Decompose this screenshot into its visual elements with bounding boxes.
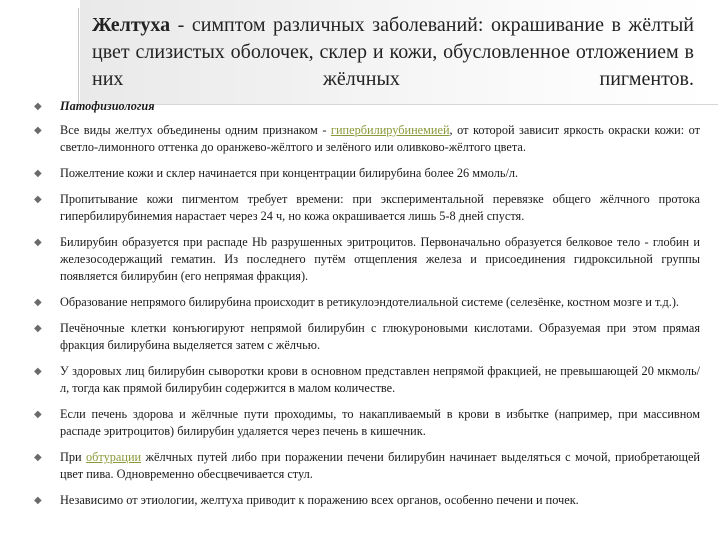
bullet-diamond-icon: ◆ xyxy=(34,194,42,205)
bullet-diamond-icon: ◆ xyxy=(34,323,42,334)
item-text: Образование непрямого билирубина происходит в ретикулоэндотелиальной системе (селезёнке, костном мозге и т.д.). xyxy=(60,295,679,309)
item-text-after: , от которой зависит яркость окраски кожи: от светло-лимонного оттенка до оранжево-жёлтого и зелёного или оливково-жёлтого цвета. xyxy=(60,123,700,154)
link-obturation[interactable]: обтурации xyxy=(86,450,142,464)
list-item xyxy=(34,449,700,483)
list-item xyxy=(34,191,700,225)
slide-title xyxy=(92,12,694,93)
list-item xyxy=(34,406,700,440)
item-text-after: жёлчных путей либо при поражении печени билирубин начинает выделяться с мочой, приобретающей цвет пива. Одновременно обесцвечивается стул. xyxy=(60,450,700,481)
list-item-heading xyxy=(34,98,700,115)
bullet-diamond-icon: ◆ xyxy=(34,297,42,308)
bullet-diamond-icon: ◆ xyxy=(34,495,42,506)
item-text: У здоровых лиц билирубин сыворотки крови в основном представлен непрямой фракцией, не превышающей 20 мкмоль/л, тогда как прямой билирубин содержится в малом количестве. xyxy=(60,364,700,395)
list-item xyxy=(34,320,700,354)
bullet-diamond-icon: ◆ xyxy=(34,409,42,420)
list-item xyxy=(34,294,700,311)
link-hyperbilirubinemia[interactable]: гипербилирубинемией xyxy=(330,123,450,137)
bullet-diamond-icon: ◆ xyxy=(34,125,42,136)
section-heading: Патофизиология xyxy=(60,99,155,113)
item-text-before: Все виды желтух объединены одним признаком - xyxy=(60,123,331,137)
title-border-vertical xyxy=(78,8,79,104)
list-item xyxy=(34,363,700,397)
bullet-diamond-icon: ◆ xyxy=(34,237,42,248)
bullet-list xyxy=(34,98,700,509)
bullet-diamond-icon: ◆ xyxy=(34,168,42,179)
item-text: Независимо от этиологии, желтуха приводит к поражению всех органов, особенно печени и почек. xyxy=(60,493,579,507)
bullet-diamond-icon: ◆ xyxy=(34,366,42,377)
bullet-diamond-icon: ◆ xyxy=(34,452,42,463)
list-item xyxy=(34,492,700,509)
item-text: Пропитывание кожи пигментом требует времени: при экспериментальной перевязке общего жёлчного протока гипербилирубинемия нарастает через 24 ч, но кожа окрашивается лишь 5-8 дней спустя. xyxy=(60,192,700,223)
list-item xyxy=(34,165,700,182)
list-item xyxy=(34,234,700,285)
item-text: Билирубин образуется при распаде Hb разрушенных эритроцитов. Первоначально образуется белковое тело - глобин и железосодержащий гематин. Из последнего путём отщепления железа и присоединения гидроксильной группы появляется билирубин (его непрямая фракция). xyxy=(60,235,700,283)
item-text: Если печень здорова и жёлчные пути проходимы, то накапливаемый в крови в избытке (например, при массивном распаде эритроцитов) билирубин удаляется через печень в кишечник. xyxy=(60,407,700,438)
title-term: Желтуха xyxy=(92,14,171,36)
item-text: Пожелтение кожи и склер начинается при концентрации билирубина более 26 ммоль/л. xyxy=(60,166,519,180)
item-text-before: При xyxy=(60,450,87,464)
title-definition: - симптом различных заболеваний: окрашивание в жёлтый цвет слизистых оболочек, склер и кожи, обусловленное отложением в них жёлчных пигментов. xyxy=(92,14,694,90)
bullet-diamond-icon: ◆ xyxy=(34,101,42,112)
item-text: Печёночные клетки конъюгируют непрямой билирубин с глюкуроновыми кислотами. Образуемая при этом прямая фракция билирубина выделяется затем с жёлчью. xyxy=(60,321,700,352)
list-item xyxy=(34,122,700,156)
